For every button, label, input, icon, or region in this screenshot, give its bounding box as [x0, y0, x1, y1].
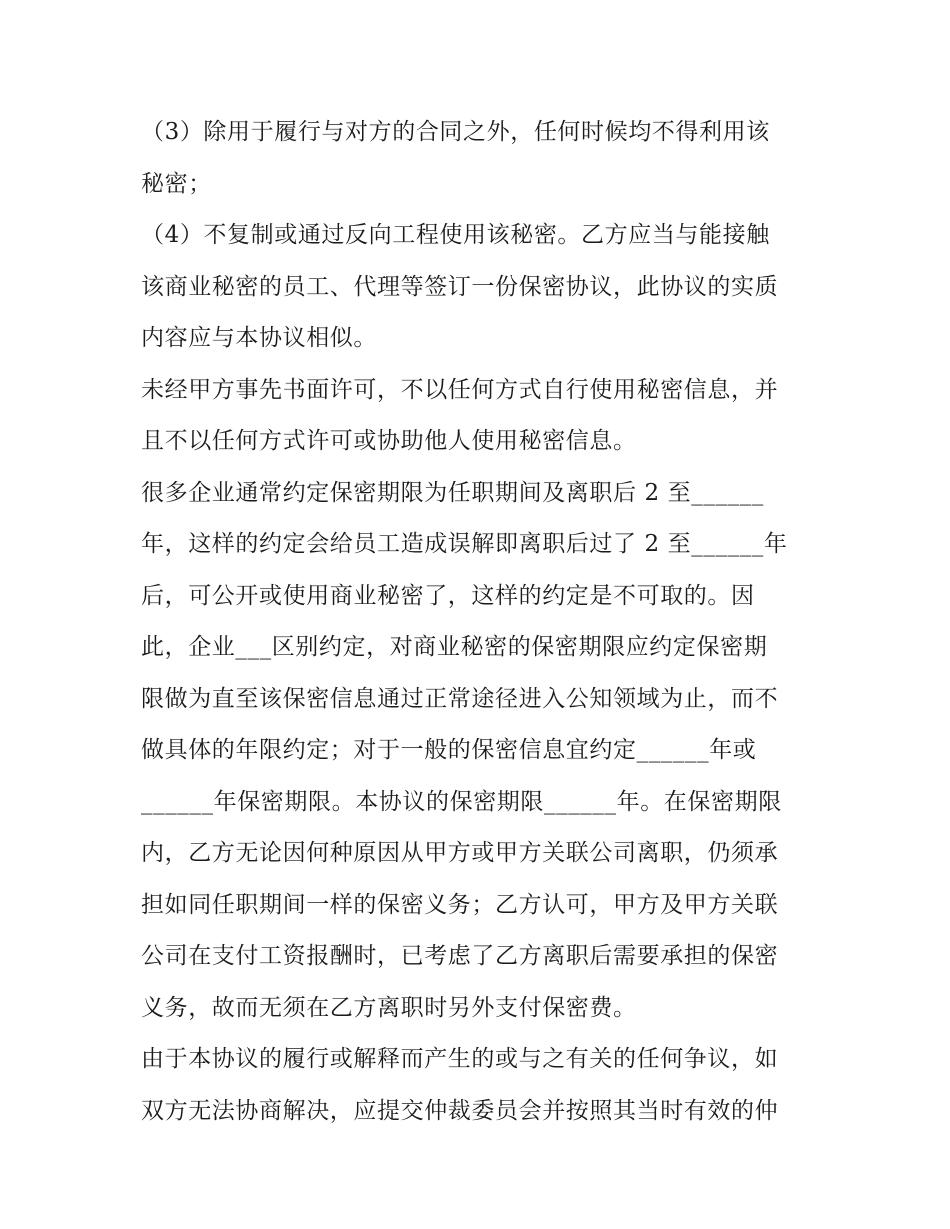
text-line: 公司在支付工资报酬时，已考虑了乙方离职后需要承担的保密 — [141, 943, 779, 969]
text-line: 担如同任职期间一样的保密义务；乙方认可，甲方及甲方关联 — [141, 891, 779, 918]
text-line: ______年保密期限。本协议的保密期限______年。在保密期限 — [141, 788, 782, 815]
text-line: 未经甲方事先书面许可，不以任何方式自行使用秘密信息，并 — [141, 376, 779, 403]
text-line: 后，可公开或使用商业秘密了，这样的约定是不可取的。因 — [141, 582, 755, 609]
text-line: 该商业秘密的员工、代理等签订一份保密协议，此协议的实质 — [141, 273, 779, 300]
text-line: 双方无法协商解决，应提交仲裁委员会并按照其当时有效的仲 — [141, 1097, 779, 1124]
text-line: 内容应与本协议相似。 — [141, 325, 377, 351]
text-line: （3）除用于履行与对方的合同之外，任何时候均不得利用该 — [141, 119, 770, 145]
text-line: 做具体的年限约定；对于一般的保密信息宜约定______年或 — [141, 737, 757, 763]
text-line: 内，乙方无论因何种原因从甲方或甲方关联公司离职，仍须承 — [141, 840, 779, 866]
text-line: 秘密； — [141, 170, 212, 197]
document-body — [141, 107, 821, 1137]
text-line: 限做为直至该保密信息通过正常途径进入公知领域为止，而不 — [141, 685, 779, 712]
text-line: 年，这样的约定会给员工造成误解即离职后过了 2 至______年 — [141, 531, 788, 557]
text-line: 义务，故而无须在乙方离职时另外支付保密费。 — [141, 994, 637, 1021]
text-line: （4）不复制或通过反向工程使用该秘密。乙方应当与能接触 — [141, 222, 770, 248]
text-line: 此，企业___区别约定，对商业秘密的保密期限应约定保密期 — [141, 634, 768, 660]
text-line: 由于本协议的履行或解释而产生的或与之有关的任何争议，如 — [141, 1046, 779, 1072]
text-line: 很多企业通常约定保密期限为任职期间及离职后 2 至______ — [141, 479, 764, 506]
text-line: 且不以任何方式许可或协助他人使用秘密信息。 — [141, 428, 637, 454]
